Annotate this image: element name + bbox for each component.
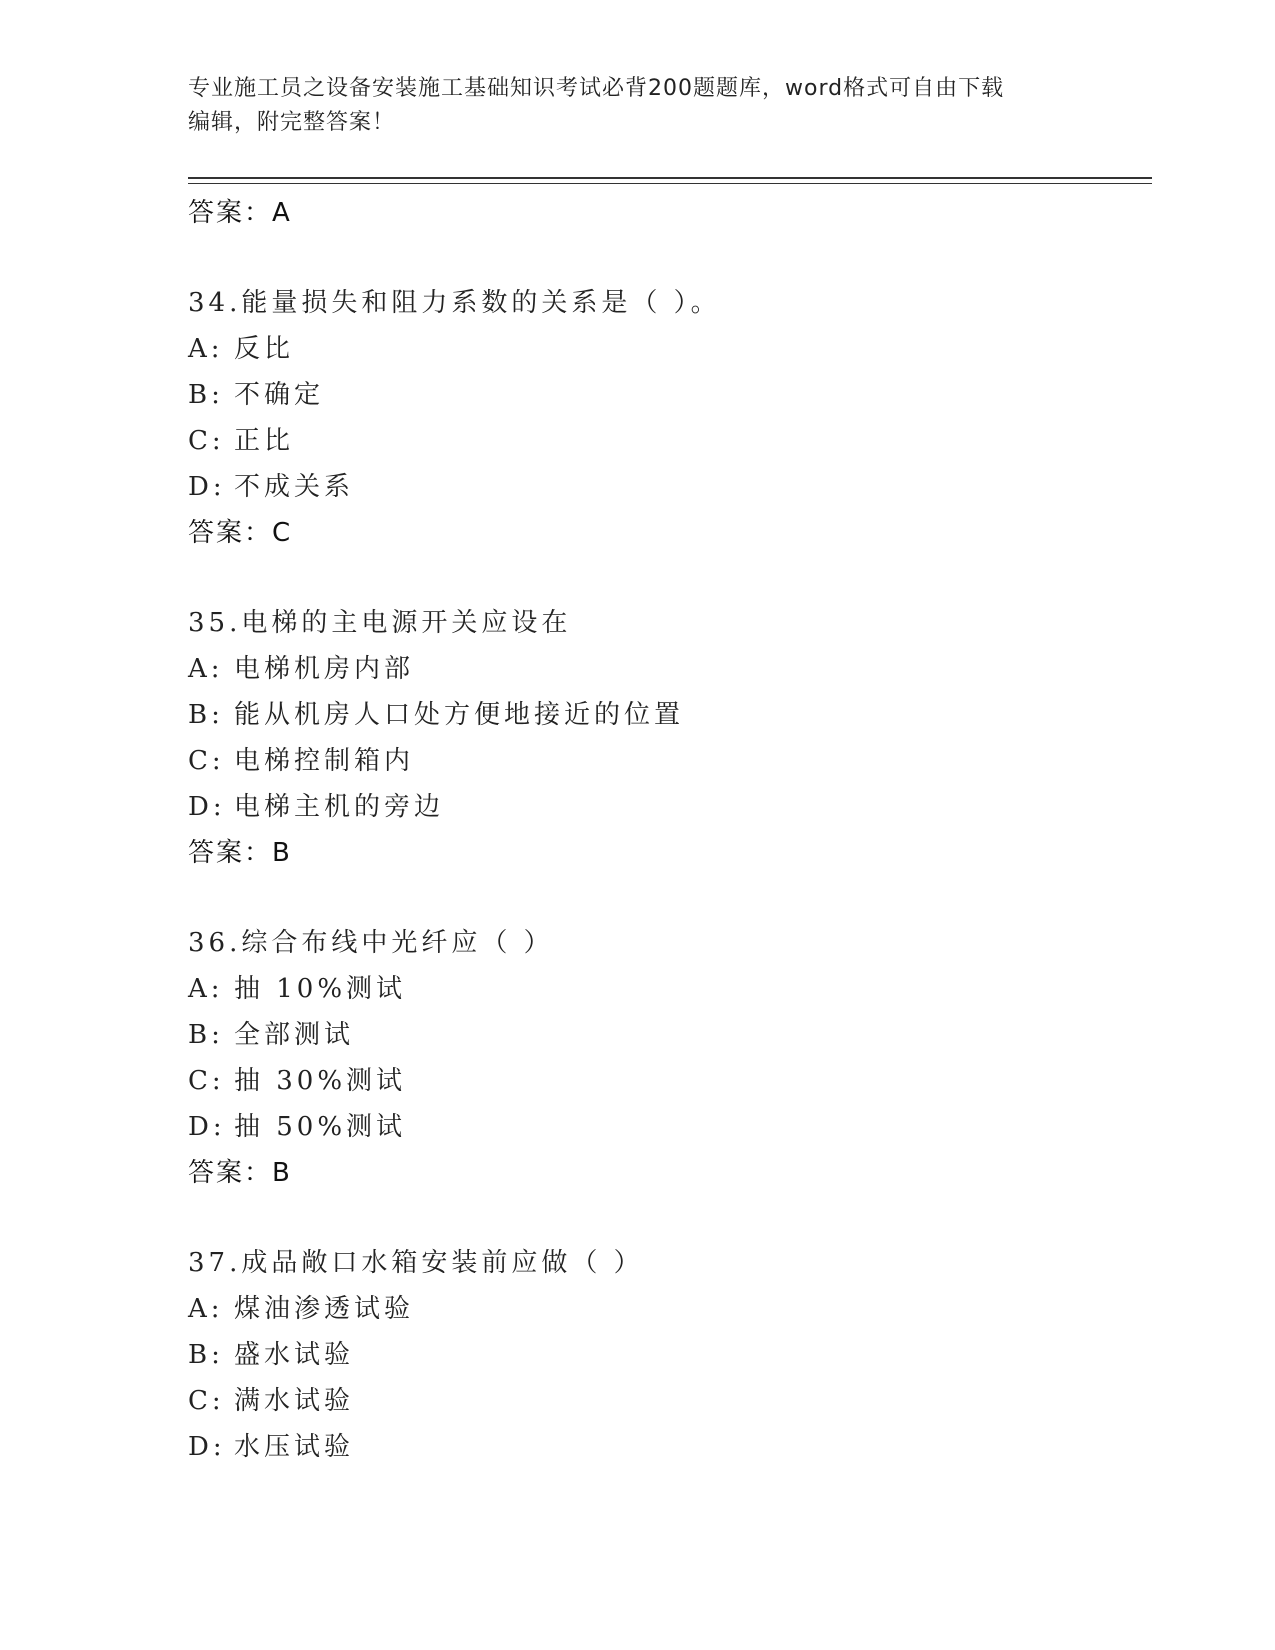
- option-a: [188, 326, 1152, 372]
- option-key: C:: [188, 746, 225, 776]
- spacer: [188, 1196, 1152, 1240]
- option-text: 电梯主机的旁边: [234, 792, 445, 822]
- option-key: C:: [188, 1066, 225, 1096]
- option-b: [188, 692, 1152, 738]
- answer-previous: 答案：A: [188, 198, 292, 228]
- option-b: [188, 372, 1152, 418]
- option-text: 抽 50%测试: [234, 1112, 407, 1142]
- option-text: 抽 30%测试: [234, 1066, 407, 1096]
- spacer: [188, 236, 1152, 280]
- option-a: [188, 1286, 1152, 1332]
- answer: 答案：C: [188, 518, 293, 548]
- option-key: A:: [188, 1294, 224, 1324]
- option-c: [188, 738, 1152, 784]
- spacer: [188, 556, 1152, 600]
- header-title-line1: 专业施工员之设备安装施工基础知识考试必背200题题库，word格式可自由下载: [188, 76, 1005, 101]
- option-key: D:: [188, 1112, 226, 1142]
- option-text: 煤油渗透试验: [234, 1294, 415, 1324]
- question-text: 34.能量损失和阻力系数的关系是（ ）。: [188, 288, 721, 318]
- question-block-34: [188, 280, 1152, 556]
- option-text: 不确定: [234, 380, 325, 410]
- answer: 答案：B: [188, 838, 292, 868]
- option-key: B:: [188, 380, 224, 410]
- option-key: B:: [188, 700, 224, 730]
- option-text: 电梯控制箱内: [234, 746, 415, 776]
- option-key: A:: [188, 334, 224, 364]
- option-key: D:: [188, 472, 226, 502]
- question-block-36: [188, 920, 1152, 1196]
- option-d: [188, 464, 1152, 510]
- option-text: 反比: [234, 334, 295, 364]
- option-text: 全部测试: [234, 1020, 355, 1050]
- option-text: 盛水试验: [234, 1340, 355, 1370]
- option-c: [188, 1378, 1152, 1424]
- question-text: 37.成品敞口水箱安装前应做（ ）: [188, 1248, 644, 1278]
- question-block-35: [188, 600, 1152, 876]
- option-text: 正比: [234, 426, 295, 456]
- option-text: 满水试验: [234, 1386, 355, 1416]
- option-key: A:: [188, 974, 224, 1004]
- spacer: [188, 876, 1152, 920]
- option-text: 电梯机房内部: [234, 654, 415, 684]
- question-block-37: [188, 1240, 1152, 1470]
- option-b: [188, 1012, 1152, 1058]
- answer: 答案：B: [188, 1158, 292, 1188]
- option-text: 不成关系: [234, 472, 355, 502]
- question-text: 36.综合布线中光纤应（ ）: [188, 928, 554, 958]
- option-text: 能从机房人口处方便地接近的位置: [234, 700, 685, 730]
- header-divider-thick: [188, 177, 1152, 179]
- question-list: [188, 190, 1152, 1470]
- option-text: 水压试验: [234, 1432, 355, 1462]
- option-a: [188, 646, 1152, 692]
- option-c: [188, 1058, 1152, 1104]
- option-key: A:: [188, 654, 224, 684]
- header-divider-thin: [188, 183, 1152, 184]
- document-header: [188, 72, 1068, 140]
- option-key: C:: [188, 426, 225, 456]
- option-key: D:: [188, 792, 226, 822]
- header-title-line2: 编辑，附完整答案！: [188, 110, 396, 135]
- option-key: B:: [188, 1340, 224, 1370]
- option-d: [188, 784, 1152, 830]
- option-text: 抽 10%测试: [234, 974, 407, 1004]
- option-a: [188, 966, 1152, 1012]
- question-text: 35.电梯的主电源开关应设在: [188, 608, 572, 638]
- option-key: D:: [188, 1432, 226, 1462]
- option-d: [188, 1424, 1152, 1470]
- option-key: B:: [188, 1020, 224, 1050]
- option-key: C:: [188, 1386, 225, 1416]
- option-c: [188, 418, 1152, 464]
- option-b: [188, 1332, 1152, 1378]
- option-d: [188, 1104, 1152, 1150]
